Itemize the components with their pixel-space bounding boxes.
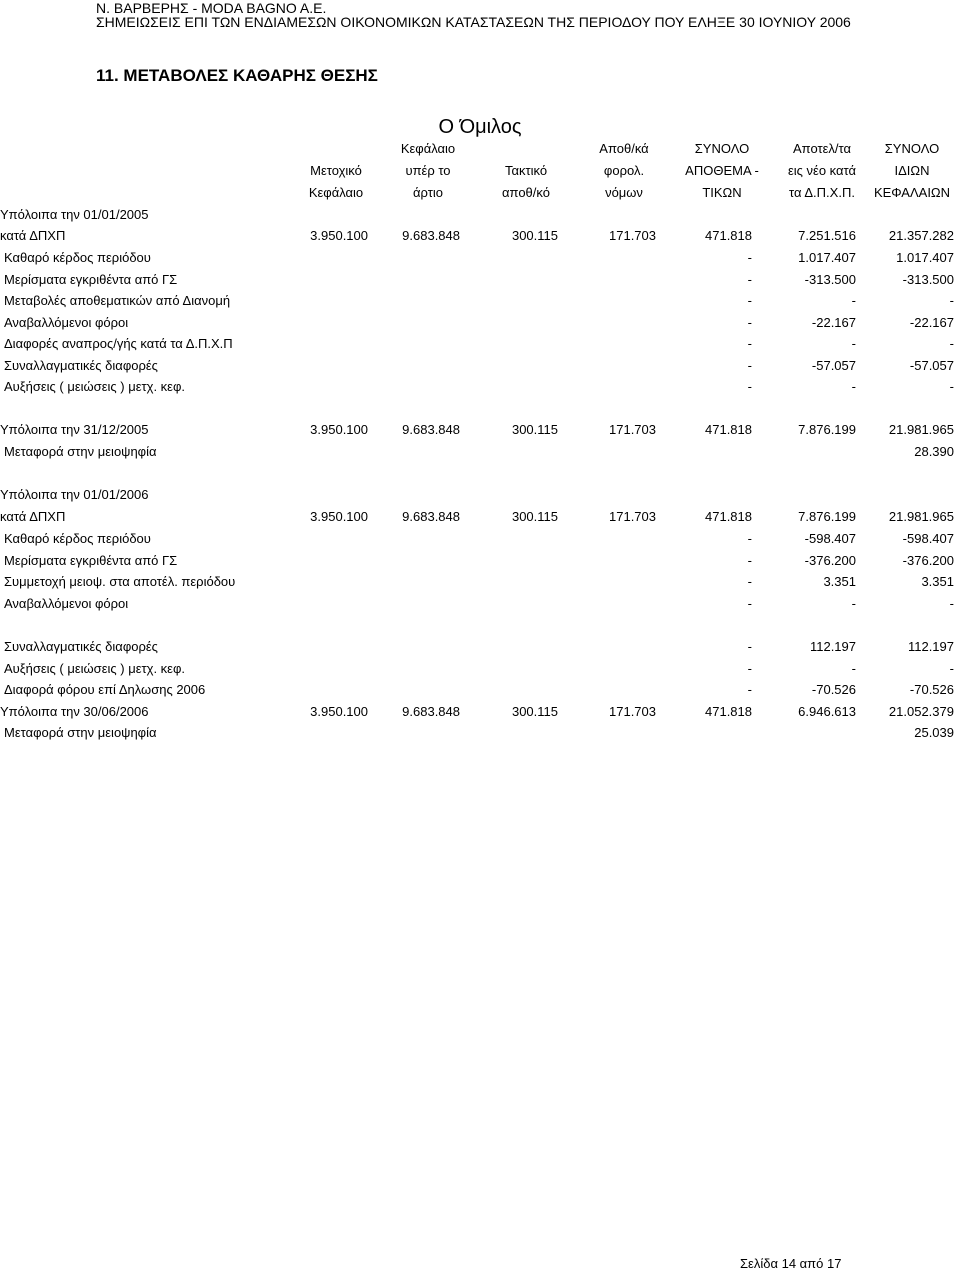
table-row [0,638,960,656]
column-header-cell: ΙΔΙΩΝ [894,163,930,178]
row-label: κατά ΔΠΧΠ [0,228,66,243]
row-value: 6.946.613 [798,704,856,719]
row-value: 471.818 [705,228,752,243]
row-value: 21.981.965 [888,422,954,437]
row-value: 9.683.848 [402,228,460,243]
row-value: -376.200 [804,553,856,568]
row-value: 21.981.965 [888,509,954,524]
row-value: 3.950.100 [310,422,368,437]
table-row [0,335,960,353]
row-value: - [747,379,752,394]
column-header-cell: Αποθ/κά [599,141,649,156]
row-value: -22.167 [811,315,856,330]
row-label: Καθαρό κέρδος περιόδου [4,250,151,265]
row-label: Διαφορές αναπρος/γής κατά τα Δ.Π.Χ.Π [4,336,233,351]
row-value: -70.526 [811,682,856,697]
company-name: Ν. ΒΑΡΒΕΡΗΣ - MODA BAGNO A.E. [96,0,327,16]
row-value: - [747,574,752,589]
column-header-cell: ΣΥΝΟΛΟ [694,141,750,156]
row-value: - [949,661,954,676]
column-header-cell: Τακτικό [504,163,548,178]
row-value: 9.683.848 [402,704,460,719]
row-value: - [747,531,752,546]
row-value: - [747,336,752,351]
table-row [0,681,960,699]
row-label: Αυξήσεις ( μειώσεις ) μετχ. κεφ. [4,379,186,394]
column-header-cell: αποθ/κό [502,185,550,200]
column-header-cell: Μετοχικό [310,163,362,178]
row-label: Διαφορά φόρου επί Δηλωσης 2006 [4,682,206,697]
row-value: 112.197 [809,639,856,654]
table-row [0,227,960,245]
row-value: - [747,293,752,308]
column-header-cell: Αποτελ/τα [792,141,851,156]
column-header-row [0,184,960,202]
row-value: 3.950.100 [310,228,368,243]
row-value: - [747,358,752,373]
row-label: Αυξήσεις ( μειώσεις ) μετχ. κεφ. [4,661,186,676]
row-value: 7.876.199 [798,509,856,524]
table-row [0,724,960,742]
row-value: 471.818 [705,509,752,524]
row-value: -376.200 [902,553,954,568]
row-value: 171.703 [609,228,656,243]
row-value: - [851,336,856,351]
table-row [0,378,960,396]
row-value: 1.017.407 [798,250,856,265]
row-value: - [949,596,954,611]
row-label: Συμμετοχή μειοψ. στα αποτέλ. περιόδου [4,574,236,589]
row-value: -70.526 [909,682,954,697]
row-value: - [851,293,856,308]
column-header-cell: άρτιο [413,185,443,200]
column-header-cell: νόμων [605,185,643,200]
row-value: 3.351 [823,574,856,589]
row-value: 21.357.282 [888,228,954,243]
row-value: 471.818 [705,422,752,437]
row-value: 7.876.199 [798,422,856,437]
row-value: 171.703 [609,509,656,524]
row-label: Υπόλοιπα την 01/01/2005 [0,207,149,222]
row-value: - [747,661,752,676]
table-row [0,552,960,570]
table-row [0,292,960,310]
row-value: 9.683.848 [402,422,460,437]
section-title: 11. ΜΕΤΑΒΟΛΕΣ ΚΑΘΑΡΗΣ ΘΕΣΗΣ [96,66,378,85]
row-value: - [851,379,856,394]
row-value: - [949,379,954,394]
row-value: - [851,661,856,676]
row-value: 7.251.516 [798,228,856,243]
row-label: Αναβαλλόμενοι φόροι [4,596,129,611]
column-header-cell: εις νέο κατά [787,163,857,178]
table-row [0,703,960,721]
row-value: 28.390 [914,444,954,459]
table-row [0,206,960,224]
row-value: 471.818 [705,704,752,719]
row-value: -313.500 [902,272,954,287]
row-value: - [747,250,752,265]
table-row [0,660,960,678]
table-row [0,314,960,332]
row-value: -313.500 [804,272,856,287]
row-value: 171.703 [609,704,656,719]
table-row [0,486,960,504]
row-value: 3.950.100 [310,509,368,524]
row-value: -22.167 [909,315,954,330]
column-header-cell: ΣΥΝΟΛΟ [884,141,940,156]
column-header-cell: Κεφάλαιο [308,185,364,200]
table-row [0,271,960,289]
row-value: - [747,596,752,611]
row-label: Συναλλαγματικές διαφορές [4,639,158,654]
row-value: 3.351 [921,574,954,589]
column-header-cell: Κεφάλαιο [400,141,456,156]
row-value: -57.057 [909,358,954,373]
column-header-cell: φορολ. [603,163,645,178]
row-value: - [747,315,752,330]
row-value: - [747,272,752,287]
row-value: 300.115 [511,228,558,243]
row-label: Μεταβολές αποθεματικών από Διανομή [4,293,231,308]
table-row [0,421,960,439]
row-label: Αναβαλλόμενοι φόροι [4,315,129,330]
row-value: - [747,682,752,697]
row-label: Μεταφορά στην μειοψηφία [4,444,157,459]
row-value: - [851,596,856,611]
row-label: Μεταφορά στην μειοψηφία [4,725,157,740]
row-label: Υπόλοιπα την 01/01/2006 [0,487,149,502]
row-label: Μερίσματα εγκριθέντα από ΓΣ [4,272,178,287]
row-label: Υπόλοιπα την 30/06/2006 [0,704,149,719]
row-value: 171.703 [609,422,656,437]
column-header-cell: υπέρ το [405,163,451,178]
row-value: - [747,553,752,568]
row-value: 25.039 [914,725,954,740]
row-label: Υπόλοιπα την 31/12/2005 [0,422,149,437]
row-label: Συναλλαγματικές διαφορές [4,358,158,373]
row-label: κατά ΔΠΧΠ [0,509,66,524]
column-header-cell: ΤΙΚΩΝ [702,185,742,200]
row-value: -598.407 [804,531,856,546]
table-row [0,249,960,267]
row-value: - [949,336,954,351]
row-value: -598.407 [902,531,954,546]
column-header-cell: ΑΠΟΘΕΜΑ - [685,163,759,178]
row-value: 21.052.379 [888,704,954,719]
row-value: 3.950.100 [310,704,368,719]
row-value: 300.115 [511,422,558,437]
row-value: 300.115 [511,509,558,524]
table-row [0,443,960,461]
column-header-row [0,140,960,158]
column-header-cell: ΚΕΦΑΛΑΙΩΝ [873,185,951,200]
row-label: Καθαρό κέρδος περιόδου [4,531,151,546]
row-label: Μερίσματα εγκριθέντα από ΓΣ [4,553,178,568]
row-value: -57.057 [811,358,856,373]
table-row [0,357,960,375]
row-value: 1.017.407 [896,250,954,265]
row-value: 300.115 [511,704,558,719]
group-title: Ο Όμιλος [438,116,522,138]
table-row [0,595,960,613]
table-row [0,573,960,591]
row-value: - [747,639,752,654]
table-row [0,508,960,526]
page-number: Σελίδα 14 από 17 [740,1256,842,1271]
row-value: - [949,293,954,308]
row-value: 9.683.848 [402,509,460,524]
document-subtitle: ΣΗΜΕΙΩΣΕΙΣ ΕΠΙ ΤΩΝ ΕΝΔΙΑΜΕΣΩΝ ΟΙΚΟΝΟΜΙΚΩΝ ΚΑΤΑΣΤΑΣΕΩΝ ΤΗΣ ΠΕΡΙΟΔΟΥ ΠΟΥ ΕΛΗΞΕ 30 ΙΟΥΝΙΟΥ 2006 [96,14,851,30]
column-header-cell: τα Δ.Π.Χ.Π. [789,185,855,200]
column-header-row [0,162,960,180]
row-value: 112.197 [907,639,954,654]
table-row [0,530,960,548]
